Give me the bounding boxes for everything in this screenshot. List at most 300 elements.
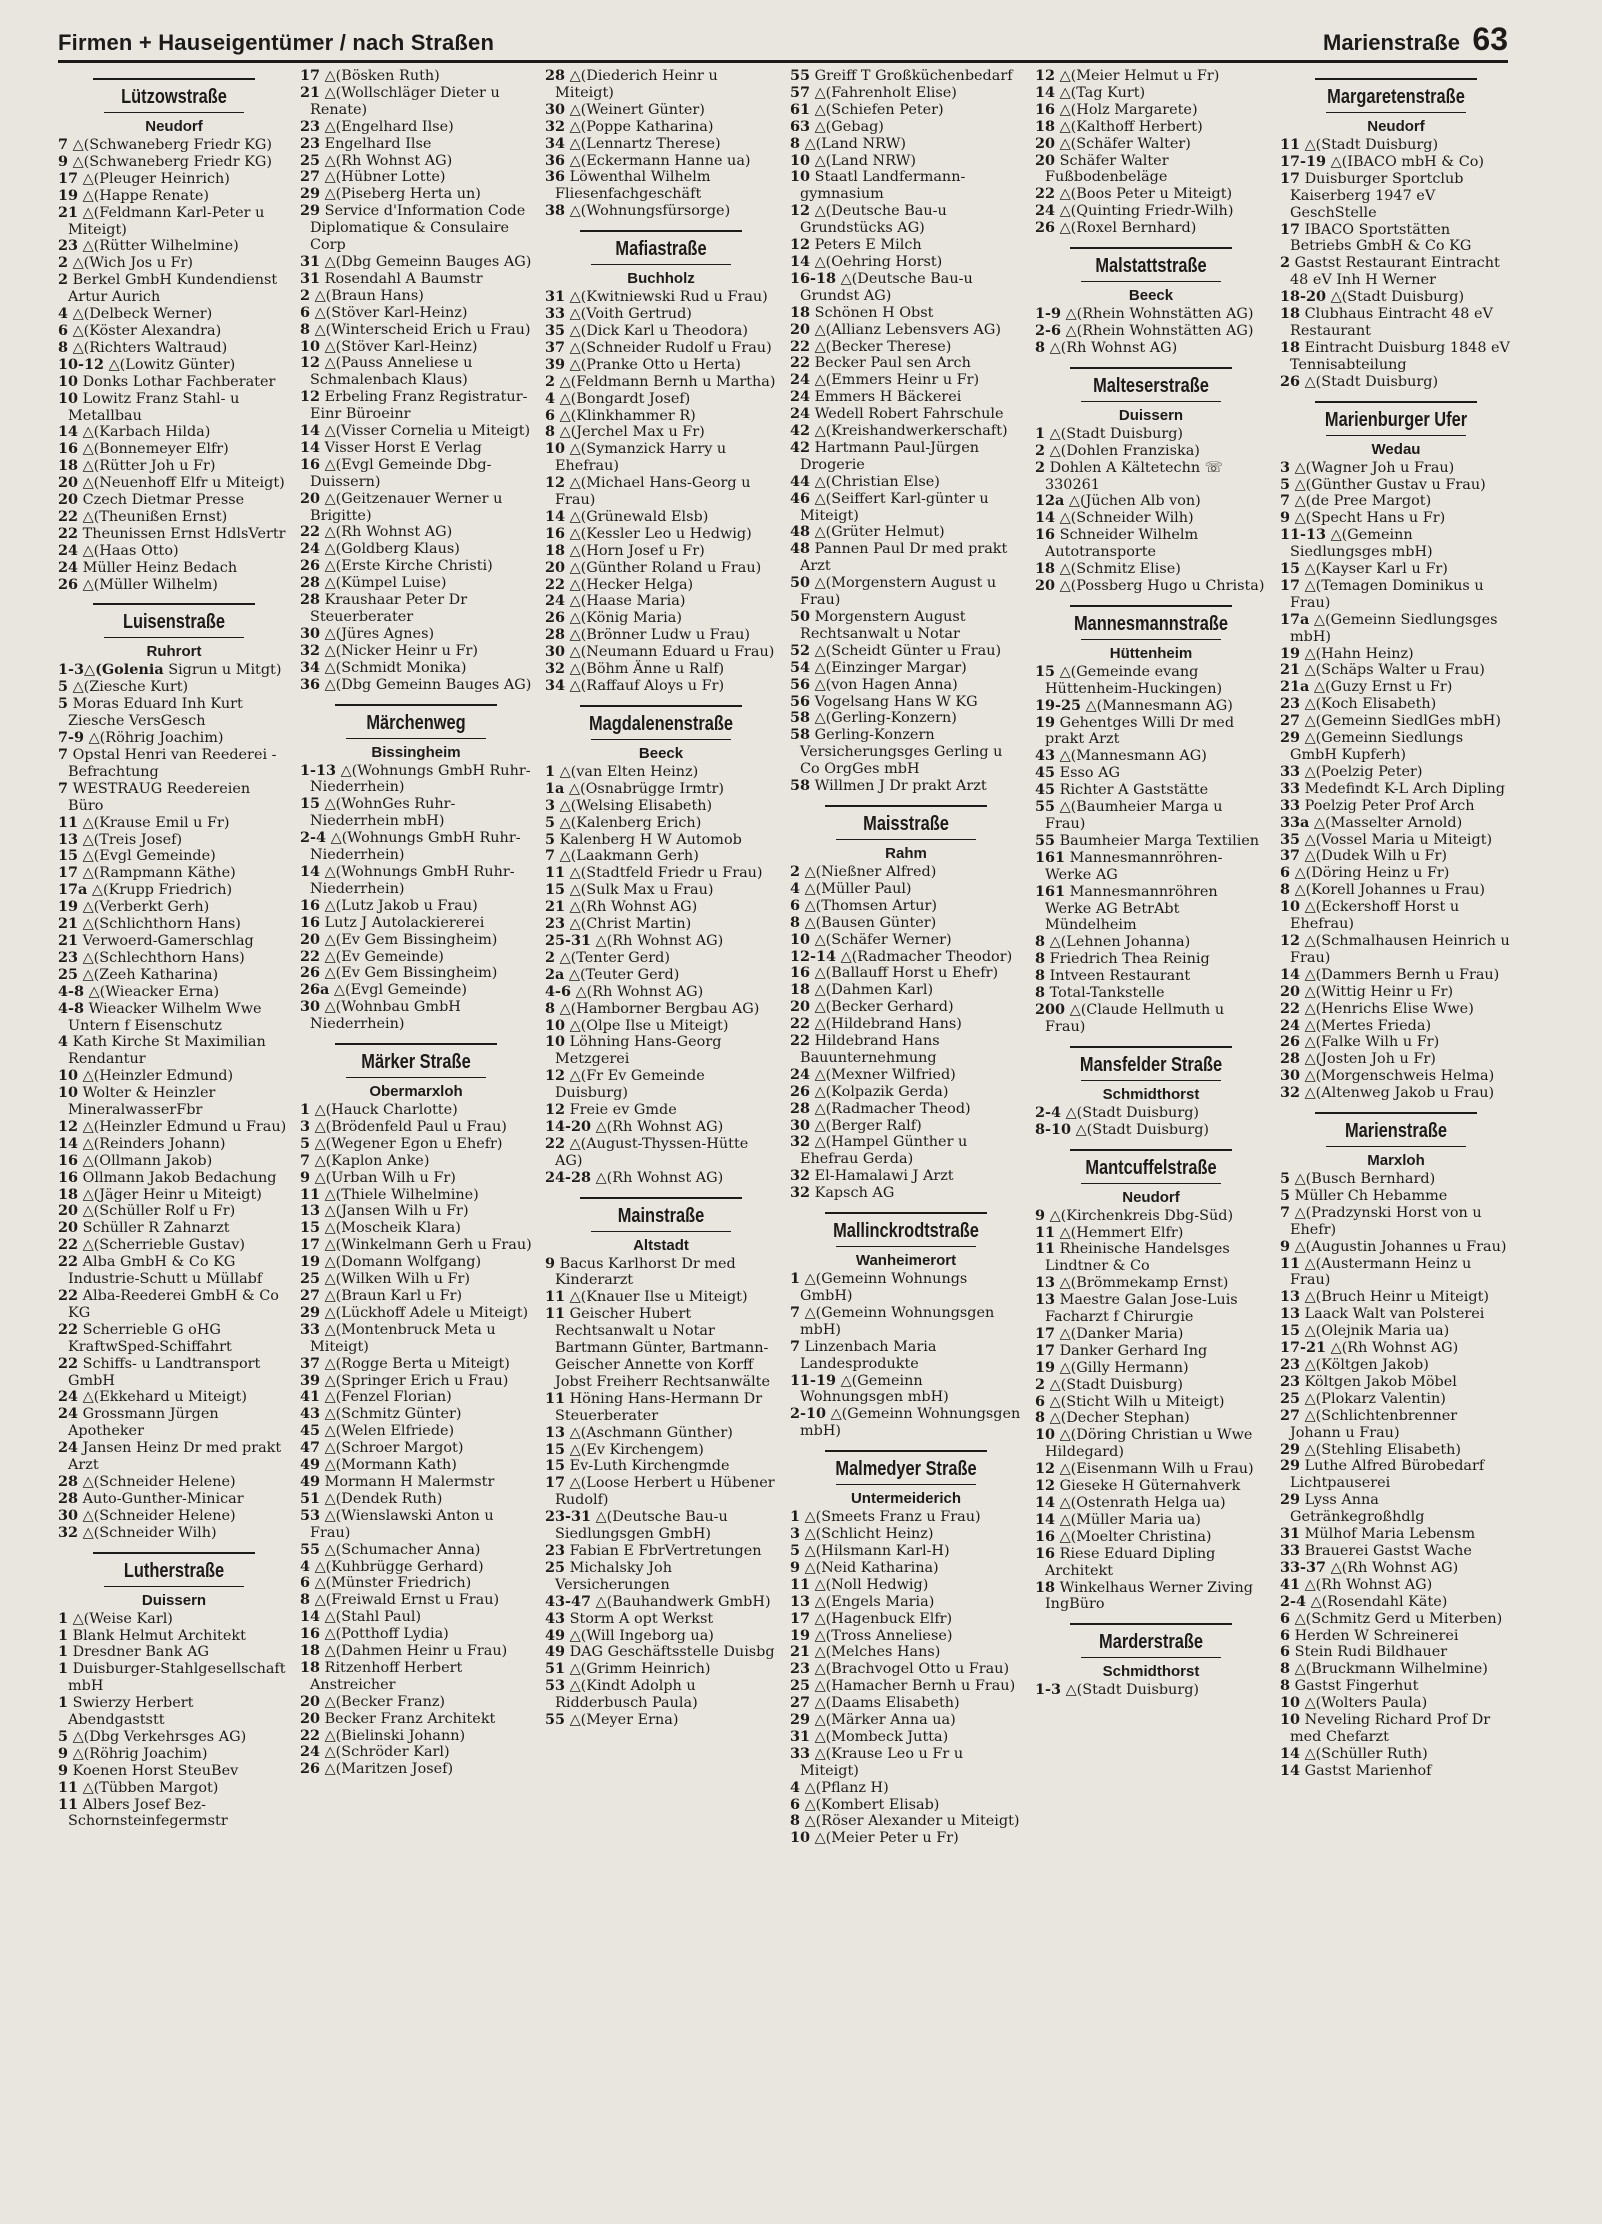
entry-text: △(Erste Kirche Christi) [320, 558, 493, 575]
entry-text: △(König Maria) [565, 610, 682, 627]
house-number: 16 [1035, 100, 1056, 118]
house-number: 9 [790, 1558, 801, 1576]
entry-text: △(Bösken Ruth) [320, 68, 440, 84]
directory-entry [58, 154, 290, 171]
entry-text: Wedell Robert Fahrschule [810, 406, 1004, 423]
directory-entry [300, 1474, 532, 1491]
directory-entry [545, 899, 777, 916]
street-heading [1035, 1149, 1267, 1208]
house-number: 35 [1280, 830, 1301, 848]
house-number: 4 [58, 1033, 69, 1051]
entry-text: △(Thomsen Artur) [800, 897, 938, 914]
entry-text: △(Freiwald Ernst u Frau) [310, 1592, 500, 1609]
directory-entry [1035, 1580, 1267, 1614]
entry-text: △(Gemeinn Siedlungsges mbH) [1290, 611, 1498, 645]
directory-entry [58, 1491, 290, 1508]
house-number: 53 [545, 1677, 566, 1695]
house-number: 54 [790, 658, 811, 676]
entry-text: △(Zeeh Katharina) [78, 966, 219, 983]
house-number: 43 [300, 1405, 321, 1423]
directory-entry [300, 592, 532, 626]
directory-entry [58, 560, 290, 577]
directory-entry [545, 102, 777, 119]
house-number: 53 [300, 1506, 321, 1524]
directory-entry [1280, 289, 1512, 306]
entry-text: △(Symanzick Harry u Ehefrau) [555, 441, 727, 475]
entry-text: △(Gemeinn Siedlungsges mbH) [1290, 527, 1433, 561]
entry-text: △(Rh Wohnst AG) [320, 524, 453, 541]
entry-text: Dresdner Bank AG [68, 1644, 209, 1661]
entry-text: △(Schäfer Walter) [1055, 135, 1191, 152]
directory-entry [300, 491, 532, 525]
rule [346, 738, 485, 739]
directory-entry [790, 389, 1022, 406]
directory-entry [1035, 136, 1267, 153]
entry-text: △(Poppe Katharina) [565, 118, 714, 135]
directory-entry [1035, 1326, 1267, 1343]
street-name: Malteserstraße [1093, 374, 1209, 397]
directory-entry [58, 475, 290, 492]
house-number: 5 [58, 695, 69, 713]
house-number: 47 [300, 1439, 321, 1457]
directory-entry [300, 169, 532, 186]
entry-text: △(Verberkt Gerh) [78, 899, 210, 916]
entry-text: △(Maritzen Josef) [320, 1761, 454, 1778]
house-number: 1-13 [300, 761, 337, 779]
entry-text: △(Kirchenkreis Dbg-Süd) [1045, 1207, 1234, 1224]
directory-entry [58, 1474, 290, 1491]
entry-text: △(Tag Kurt) [1055, 84, 1146, 101]
directory-entry [1280, 1458, 1512, 1492]
entry-text: △(Kuhbrügge Gerhard) [310, 1558, 484, 1575]
house-number: 19 [300, 1253, 321, 1271]
house-number: 1 [58, 1626, 69, 1644]
house-number: 11 [1035, 1240, 1056, 1258]
house-number: 21 [58, 915, 79, 933]
house-number: 3 [545, 796, 556, 814]
house-number: 1 [58, 1609, 69, 1627]
house-number: 23 [58, 237, 79, 255]
house-number: 24 [58, 541, 79, 559]
directory-entry [300, 1271, 532, 1288]
entry-text: △(Temagen Dominikus u Frau) [1290, 577, 1484, 611]
entry-text: △(Fahrenholt Elise) [810, 84, 957, 101]
house-number: 15 [58, 847, 79, 865]
house-number: 33 [790, 1744, 811, 1762]
entry-text: △(Krause Emil u Fr) [78, 814, 230, 831]
house-number: 14 [545, 507, 566, 525]
directory-entry [300, 254, 532, 271]
house-number: 10-12 [58, 355, 105, 373]
street-heading [790, 805, 1022, 864]
entry-text: △(Heinzler Edmund) [78, 1068, 234, 1085]
entry-text: △(Scherrieble Gustav) [78, 1237, 246, 1254]
entry-text: △(Ev Gemeinde) [320, 948, 444, 965]
house-number: 50 [790, 608, 811, 625]
directory-entry [790, 1594, 1022, 1611]
street-name: Mannesmannstraße [1073, 612, 1229, 635]
directory-entry [790, 1033, 1022, 1067]
entry-text: △(Röhrig Joachim) [68, 1745, 208, 1762]
house-number: 24 [1035, 202, 1056, 220]
directory-entry [1035, 850, 1267, 884]
house-number: 12 [545, 474, 566, 492]
directory-entry [300, 1559, 532, 1576]
directory-entry [300, 1119, 532, 1136]
entry-text: Gieseke H Güternahverk [1055, 1478, 1241, 1495]
house-number: 20 [58, 1202, 79, 1220]
house-number: 12 [300, 388, 321, 406]
directory-entry [58, 238, 290, 255]
house-number: 2-4 [1035, 1103, 1061, 1121]
entry-text: △(Schröder Karl) [320, 1744, 450, 1761]
directory-entry [1035, 220, 1267, 237]
house-number: 8 [790, 913, 801, 931]
directory-entry [1280, 1034, 1512, 1051]
entry-text: △(Ballauff Horst u Ehefr) [810, 965, 999, 982]
directory-entry [1280, 832, 1512, 849]
entry-text: △(Baumheier Marga u Frau) [1045, 799, 1223, 832]
district-name: Wanheimerort [855, 1252, 957, 1270]
entry-text: △(Rh Wohnst AG) [1326, 1340, 1459, 1357]
entry-text: △(Osnabrügge Irmtr) [564, 780, 724, 797]
directory-entry [1280, 662, 1512, 679]
rule [1070, 605, 1232, 607]
street-section [1280, 401, 1512, 1102]
directory-entry [58, 1153, 290, 1170]
column-3 [545, 68, 777, 1729]
directory-entry [790, 643, 1022, 660]
house-number: 45 [300, 1422, 321, 1440]
house-number: 28 [300, 574, 321, 592]
entry-text: Gehentges Willi Dr med prakt Arzt [1045, 714, 1235, 748]
street-section [545, 230, 777, 695]
entry-text: △(Stöver Karl-Heinz) [310, 304, 468, 321]
house-number: 2 [790, 862, 801, 880]
house-number: 12a [1035, 492, 1065, 510]
entry-text: △(Günther Roland u Frau) [565, 559, 762, 576]
entry-text: △(Brömmekamp Ernst) [1055, 1275, 1229, 1292]
house-number: 49 [545, 1643, 566, 1661]
directory-entry [1280, 460, 1512, 477]
entry-text: △(Ev Kirchengem) [565, 1441, 704, 1458]
directory-entry [300, 1711, 532, 1728]
house-number: 24 [58, 1405, 79, 1423]
house-number: 17a [1280, 610, 1310, 628]
directory-entry [58, 1187, 290, 1204]
entry-text: Ritzenhoff Herbert Anstreicher [310, 1659, 463, 1693]
entry-text: Theunissen Ernst HdlsVertr [78, 525, 286, 542]
column-2 [300, 68, 532, 1778]
directory-entry [1280, 1678, 1512, 1695]
rule [346, 1077, 485, 1078]
directory-entry [545, 1644, 777, 1661]
directory-entry [1280, 882, 1512, 899]
entry-text: △(Münster Friedrich) [310, 1575, 472, 1592]
directory-entry [790, 1560, 1022, 1577]
directory-entry [790, 203, 1022, 237]
house-number: 5 [1280, 1186, 1291, 1204]
entry-text: △(Rosendahl Käte) [1306, 1593, 1448, 1610]
entry-text: Engelhard Ilse [320, 135, 432, 152]
directory-entry [58, 171, 290, 188]
house-number: 14 [1035, 1494, 1056, 1511]
street-heading [300, 704, 532, 763]
house-number: 28 [58, 1489, 79, 1507]
entry-text: △(Pradzynski Horst von u Ehefr) [1290, 1204, 1482, 1238]
house-number: 16 [1035, 1527, 1056, 1545]
directory-entry [58, 391, 290, 425]
entry-text: △(Stadtfeld Friedr u Frau) [565, 865, 763, 882]
house-number: 22 [300, 947, 321, 965]
entry-text: △(Schäps Walter u Frau) [1300, 662, 1485, 679]
directory-entry [58, 1440, 290, 1474]
directory-entry [1280, 1644, 1512, 1661]
entry-text: △(Potthoff Lydia) [320, 1626, 449, 1643]
directory-entry [300, 541, 532, 558]
house-number: 31 [790, 1727, 811, 1745]
directory-entry [545, 391, 777, 408]
directory-entry [1280, 1560, 1512, 1577]
entry-text: △(Becker Gerhard) [810, 999, 954, 1016]
directory-entry [790, 339, 1022, 356]
district-name: Beeck [638, 744, 684, 762]
directory-entry [1035, 203, 1267, 220]
house-number: 58 [790, 777, 811, 795]
directory-entry [1280, 1085, 1512, 1102]
entry-text: Lutz J Autolackiererei [320, 914, 485, 931]
entry-text: Winkelhaus Werner Ziving IngBüro [1045, 1579, 1253, 1613]
house-number: 16 [545, 524, 566, 542]
street-section [1035, 68, 1267, 237]
entry-text: △(Ostenrath Helga ua) [1055, 1495, 1226, 1511]
house-number: 45 [1035, 764, 1056, 782]
street-name: Marienstraße [1344, 1120, 1448, 1143]
directory-entry [1280, 984, 1512, 1001]
house-number: 8-10 [1035, 1120, 1072, 1138]
entry-text: △(Rh Wohnst AG) [591, 1169, 724, 1186]
directory-entry [790, 1101, 1022, 1118]
house-number: 11 [1035, 1223, 1056, 1241]
entry-text: △(Hilsmann Karl-H) [800, 1542, 950, 1559]
directory-entry [1035, 698, 1267, 715]
entry-text: △(Tübben Margot) [78, 1779, 219, 1796]
directory-entry [545, 1543, 777, 1560]
street-heading [545, 1197, 777, 1256]
entry-text: △(Gebag) [810, 118, 884, 135]
entry-text: Czech Dietmar Presse [78, 492, 245, 509]
house-number: 12 [545, 1067, 566, 1085]
rule [335, 1043, 497, 1045]
entry-text: △(Koch Elisabeth) [1300, 696, 1437, 713]
entry-text: △(Melches Hans) [810, 1644, 941, 1661]
entry-text: △(Dahmen Heinr u Frau) [320, 1643, 508, 1660]
house-number: 33 [1280, 796, 1301, 814]
house-number: 30 [545, 100, 566, 118]
house-number: 6 [1280, 864, 1291, 882]
directory-entry [790, 1611, 1022, 1628]
entry-text: △(Dudek Wilh u Fr) [1300, 848, 1448, 865]
house-number: 13 [1280, 1305, 1301, 1323]
house-number: 34 [545, 134, 566, 152]
directory-entry [1035, 1208, 1267, 1225]
directory-entry [1035, 715, 1267, 749]
entry-text: △(Michael Hans-Georg u Frau) [555, 475, 751, 509]
house-number: 8 [1035, 967, 1046, 985]
entry-text: △(Bongardt Josef) [555, 390, 691, 407]
house-number: 2-4 [300, 829, 326, 847]
directory-entry [790, 406, 1022, 423]
directory-entry [1280, 374, 1512, 391]
house-number: 11-13 [1280, 526, 1327, 544]
entry-text: △(Rampmann Käthe) [78, 865, 236, 882]
house-number: 22 [545, 575, 566, 593]
directory-entry [1035, 951, 1267, 968]
directory-entry [300, 186, 532, 203]
directory-entry [1035, 1478, 1267, 1495]
entry-text: △(Poelzig Peter) [1300, 763, 1423, 780]
entry-text: △(Ekkehard u Miteigt) [78, 1389, 247, 1406]
house-number: 10 [790, 1829, 811, 1847]
street-heading [300, 1043, 532, 1102]
entry-text: Ev-Luth Kirchengmde [565, 1458, 730, 1475]
directory-entry [790, 254, 1022, 271]
entry-text: Bacus Karlhorst Dr med Kinderarzt [555, 1255, 736, 1289]
directory-entry [300, 524, 532, 541]
entry-text: △(Hübner Lotte) [320, 169, 446, 186]
house-number: 30 [300, 998, 321, 1016]
house-number: 11 [58, 1795, 79, 1813]
house-number: 15 [1035, 662, 1056, 680]
house-number: 18 [1035, 117, 1056, 135]
directory-entry [790, 237, 1022, 254]
entry-text: Opstal Henri van Reederei - Befrachtung [68, 747, 277, 780]
directory-entry [1035, 884, 1267, 935]
directory-entry [545, 408, 777, 425]
house-number: 52 [790, 641, 811, 659]
directory-entry [545, 1018, 777, 1035]
directory-entry [1280, 798, 1512, 815]
house-number: 58 [790, 726, 811, 744]
entry-text: △(Schmalhausen Heinrich u Frau) [1290, 932, 1510, 966]
directory-entry [1280, 1712, 1512, 1746]
entry-text: △(Fenzel Florian) [320, 1389, 452, 1406]
directory-entry [545, 1509, 777, 1543]
entry-text: IBACO Sportstätten Betriebs GmbH & Co KG [1290, 221, 1472, 255]
house-number: 21 [58, 203, 79, 221]
directory-entry [1035, 1427, 1267, 1461]
street-name: Lutherstraße [123, 1559, 225, 1582]
house-number: 42 [790, 422, 811, 440]
directory-entry [300, 1761, 532, 1778]
directory-entry [300, 1237, 532, 1254]
directory-entry [545, 560, 777, 577]
house-number: 11 [1280, 1254, 1301, 1272]
house-number: 5 [58, 1727, 69, 1745]
rule [1315, 401, 1477, 403]
entry-text: △(Lennartz Therese) [565, 135, 721, 152]
street-section [1035, 1046, 1267, 1139]
directory-entry [790, 440, 1022, 474]
directory-entry [1280, 646, 1512, 663]
district-name: Schmidthorst [1102, 1663, 1200, 1681]
house-number: 10 [790, 930, 811, 948]
directory-entry [58, 832, 290, 849]
entry-text: △(Kaplon Anke) [310, 1152, 430, 1169]
house-number: 36 [300, 675, 321, 693]
directory-entry [1035, 1292, 1267, 1326]
entry-text: △(Böhm Änne u Ralf) [565, 661, 725, 678]
house-number: 7 [1280, 492, 1291, 510]
directory-entry [300, 305, 532, 322]
house-number: 23 [300, 117, 321, 135]
directory-entry [300, 1203, 532, 1220]
directory-entry [1035, 1461, 1267, 1478]
house-number: 24 [58, 1439, 79, 1457]
directory-entry [300, 136, 532, 153]
entry-text: △(Dendek Ruth) [320, 1490, 443, 1507]
street-section [790, 68, 1022, 795]
house-number: 55 [790, 67, 811, 84]
district-name: Bissingheim [371, 743, 461, 761]
house-number: 11 [790, 1575, 811, 1593]
house-number: 24 [300, 1743, 321, 1761]
directory-entry [1280, 764, 1512, 781]
entry-text: Berkel GmbH Kundendienst Artur Aurich [68, 272, 278, 306]
directory-entry [58, 374, 290, 391]
house-number: 4 [300, 1557, 311, 1575]
district-name: Duissern [141, 1591, 207, 1609]
house-number: 10 [58, 389, 79, 407]
directory-entry [545, 119, 777, 136]
directory-entry [300, 1170, 532, 1187]
directory-entry [1280, 1188, 1512, 1205]
entry-text: △(Austermann Heinz u Frau) [1290, 1255, 1472, 1289]
entry-text: △(Wohnbau GmbH Niederrhein) [310, 999, 461, 1033]
entry-text: △(Lehnen Johanna) [1045, 934, 1191, 951]
directory-entry [545, 967, 777, 984]
entry-text: Swierzy Herbert Abendgaststt [68, 1695, 194, 1729]
house-number: 37 [1280, 847, 1301, 865]
entry-text: △(Einzinger Margar) [810, 659, 967, 676]
house-number: 16 [58, 1151, 79, 1169]
entry-text: Mannesmannröhren Werke AG BetrAbt Mündelheim [1045, 883, 1218, 934]
directory-entry [790, 1016, 1022, 1033]
rule [1081, 281, 1220, 282]
district-name: Duissern [1118, 406, 1184, 424]
house-number: 10 [1280, 898, 1301, 916]
entry-text: Scherrieble G oHG KraftwSped-Schiffahrt [68, 1321, 232, 1355]
house-number: 3 [300, 1117, 311, 1135]
street-section [300, 68, 532, 694]
entry-text: △(Pleuger Heinrich) [78, 170, 230, 187]
directory-entry [545, 627, 777, 644]
entry-text: △(Altenweg Jakob u Frau) [1300, 1085, 1495, 1102]
directory-entry [1035, 493, 1267, 510]
directory-entry [300, 322, 532, 339]
house-number: 18 [300, 1658, 321, 1676]
entry-text: △(Wohnungs GmbH Ruhr-Niederrhein) [310, 830, 521, 864]
house-number: 5 [545, 830, 556, 848]
house-number: 14 [300, 422, 321, 440]
entry-text: △(Guzy Ernst u Fr) [1309, 679, 1453, 696]
street-name: Maisstraße [863, 812, 949, 835]
house-number: 10 [58, 372, 79, 390]
street-section [1035, 1149, 1267, 1614]
street-name: Mantcuffelstraße [1085, 1156, 1217, 1179]
directory-entry [790, 1712, 1022, 1729]
entry-text: △(Haase Maria) [565, 593, 686, 610]
